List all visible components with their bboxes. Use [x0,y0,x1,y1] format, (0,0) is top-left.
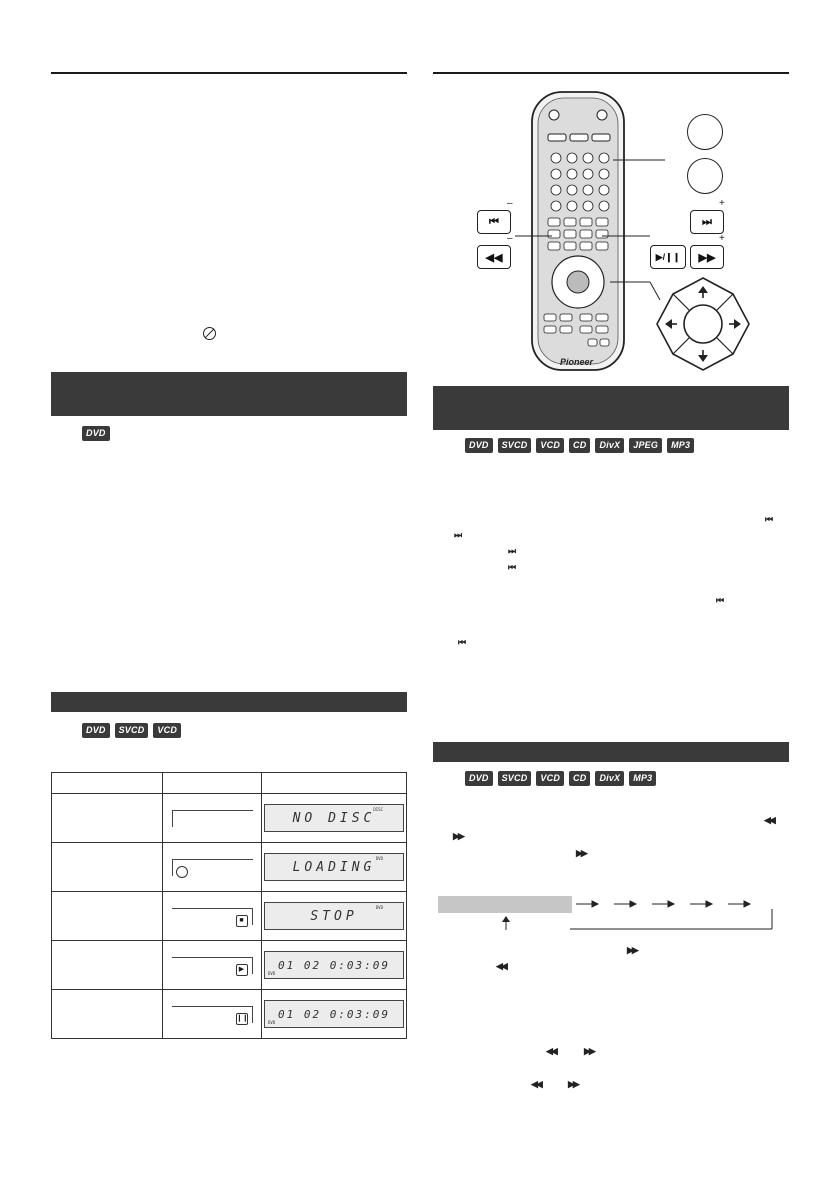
front-panel-cell [163,990,262,1039]
lcd-cell [262,794,407,843]
lcd-cell [262,941,407,990]
header-cell-front-panel [163,773,262,794]
lcd-cell [262,843,407,892]
inline-skip-back-icon: ⏮ [716,595,723,605]
badge-dvd: DVD [465,438,493,453]
badge-dvd: DVD [465,771,493,786]
badge-svcd: SVCD [498,771,532,786]
front-panel-graphic [172,859,253,876]
inline-scan-back-icon: ◀◀ [764,815,774,825]
display-table [51,772,407,1039]
state-cell [52,941,163,990]
inline-skip-back-icon: ⏮ [458,637,465,647]
badge-vcd: VCD [153,723,181,738]
state-cell [52,794,163,843]
badge-divx: DivX [595,438,624,453]
skip-fwd-plus: + [719,198,725,209]
skip-back-icon: ⏮ [477,210,511,234]
inline-scan-back-icon: ◀◀ [531,1079,541,1089]
badge-jpeg: JPEG [629,438,662,453]
state-cell [52,843,163,892]
front-panel-cell [163,794,262,843]
scan-back-minus: – [507,233,513,244]
table-row [52,794,407,843]
badge-mp3: MP3 [629,771,656,786]
badge-dvd: DVD [82,723,110,738]
table-row [52,843,407,892]
state-cell [52,990,163,1039]
lcd-display: DVD 01 02 0:03:09 [264,1000,404,1028]
speed-return-arrow [500,916,512,932]
inline-skip-fwd-icon: ⏭ [508,546,515,556]
inline-scan-fwd-icon: ▶▶ [627,945,637,955]
badge-svcd: SVCD [498,438,532,453]
inline-scan-fwd-icon: ▶▶ [584,1046,594,1056]
lcd-cell [262,892,407,941]
header-cell-state [52,773,163,794]
inline-skip-fwd-icon: ⏭ [454,530,461,540]
front-panel-cell [163,892,262,941]
table-row [52,892,407,941]
badge-dvd: DVD [82,426,110,441]
front-panel-graphic [172,810,253,827]
display-badges [82,723,181,738]
front-panel-cell [163,941,262,990]
search-subsection-header [433,742,789,762]
lcd-display: DVD 01 02 0:03:09 [264,951,404,979]
cursor-pad-icon [655,276,751,372]
search-badges [465,771,656,786]
state-cell [52,892,163,941]
front-panel-graphic [172,957,253,974]
remote-brand-logo: Pioneer [560,357,594,367]
speed-start-box [438,896,572,913]
scan-forward-icon: ▶▶ [690,245,724,269]
badge-vcd: VCD [536,771,564,786]
scan-back-icon: ◀◀ [477,245,511,269]
skip-badges [465,438,694,453]
remote-button-a [687,114,723,150]
inline-skip-back-icon: ⏮ [765,514,772,524]
lcd-cell [262,990,407,1039]
table-row [52,990,407,1039]
table-row [52,941,407,990]
badge-divx: DivX [595,771,624,786]
badge-svcd: SVCD [115,723,149,738]
front-panel-graphic [172,1006,253,1023]
inline-scan-back-icon: ◀◀ [546,1046,556,1056]
lcd-display: DVD LOADING [264,853,404,881]
inline-scan-back-icon: ◀◀ [496,961,506,971]
speed-sequence-diagram [570,895,780,935]
inline-scan-fwd-icon: ▶▶ [568,1079,578,1089]
skip-forward-icon: ⏭ [690,210,724,234]
lcd-display: DISC NO DISC [264,804,404,832]
skip-back-minus: – [507,198,513,209]
pause-icon: ❙❙ [236,1013,248,1025]
inline-scan-fwd-icon: ▶▶ [453,831,463,841]
resume-badges [82,426,110,441]
badge-cd: CD [569,771,590,786]
badge-mp3: MP3 [667,438,694,453]
play-icon: ▶ [236,964,248,976]
front-panel-cell [163,843,262,892]
disc-icon [176,866,188,878]
front-panel-graphic [172,908,253,925]
lcd-display: DVD STOP [264,902,404,930]
badge-vcd: VCD [536,438,564,453]
stop-icon: ■ [236,915,248,927]
inline-scan-fwd-icon: ▶▶ [576,848,586,858]
header-cell-display [262,773,407,794]
right-section-header [433,386,789,430]
table-header-row [52,773,407,794]
badge-cd: CD [569,438,590,453]
play-pause-icon: ▶/❙❙ [650,245,686,269]
scan-fwd-plus: + [719,233,725,244]
remote-button-b [687,158,723,194]
display-subsection-header [51,692,407,712]
inline-skip-back-icon: ⏮ [508,562,515,572]
